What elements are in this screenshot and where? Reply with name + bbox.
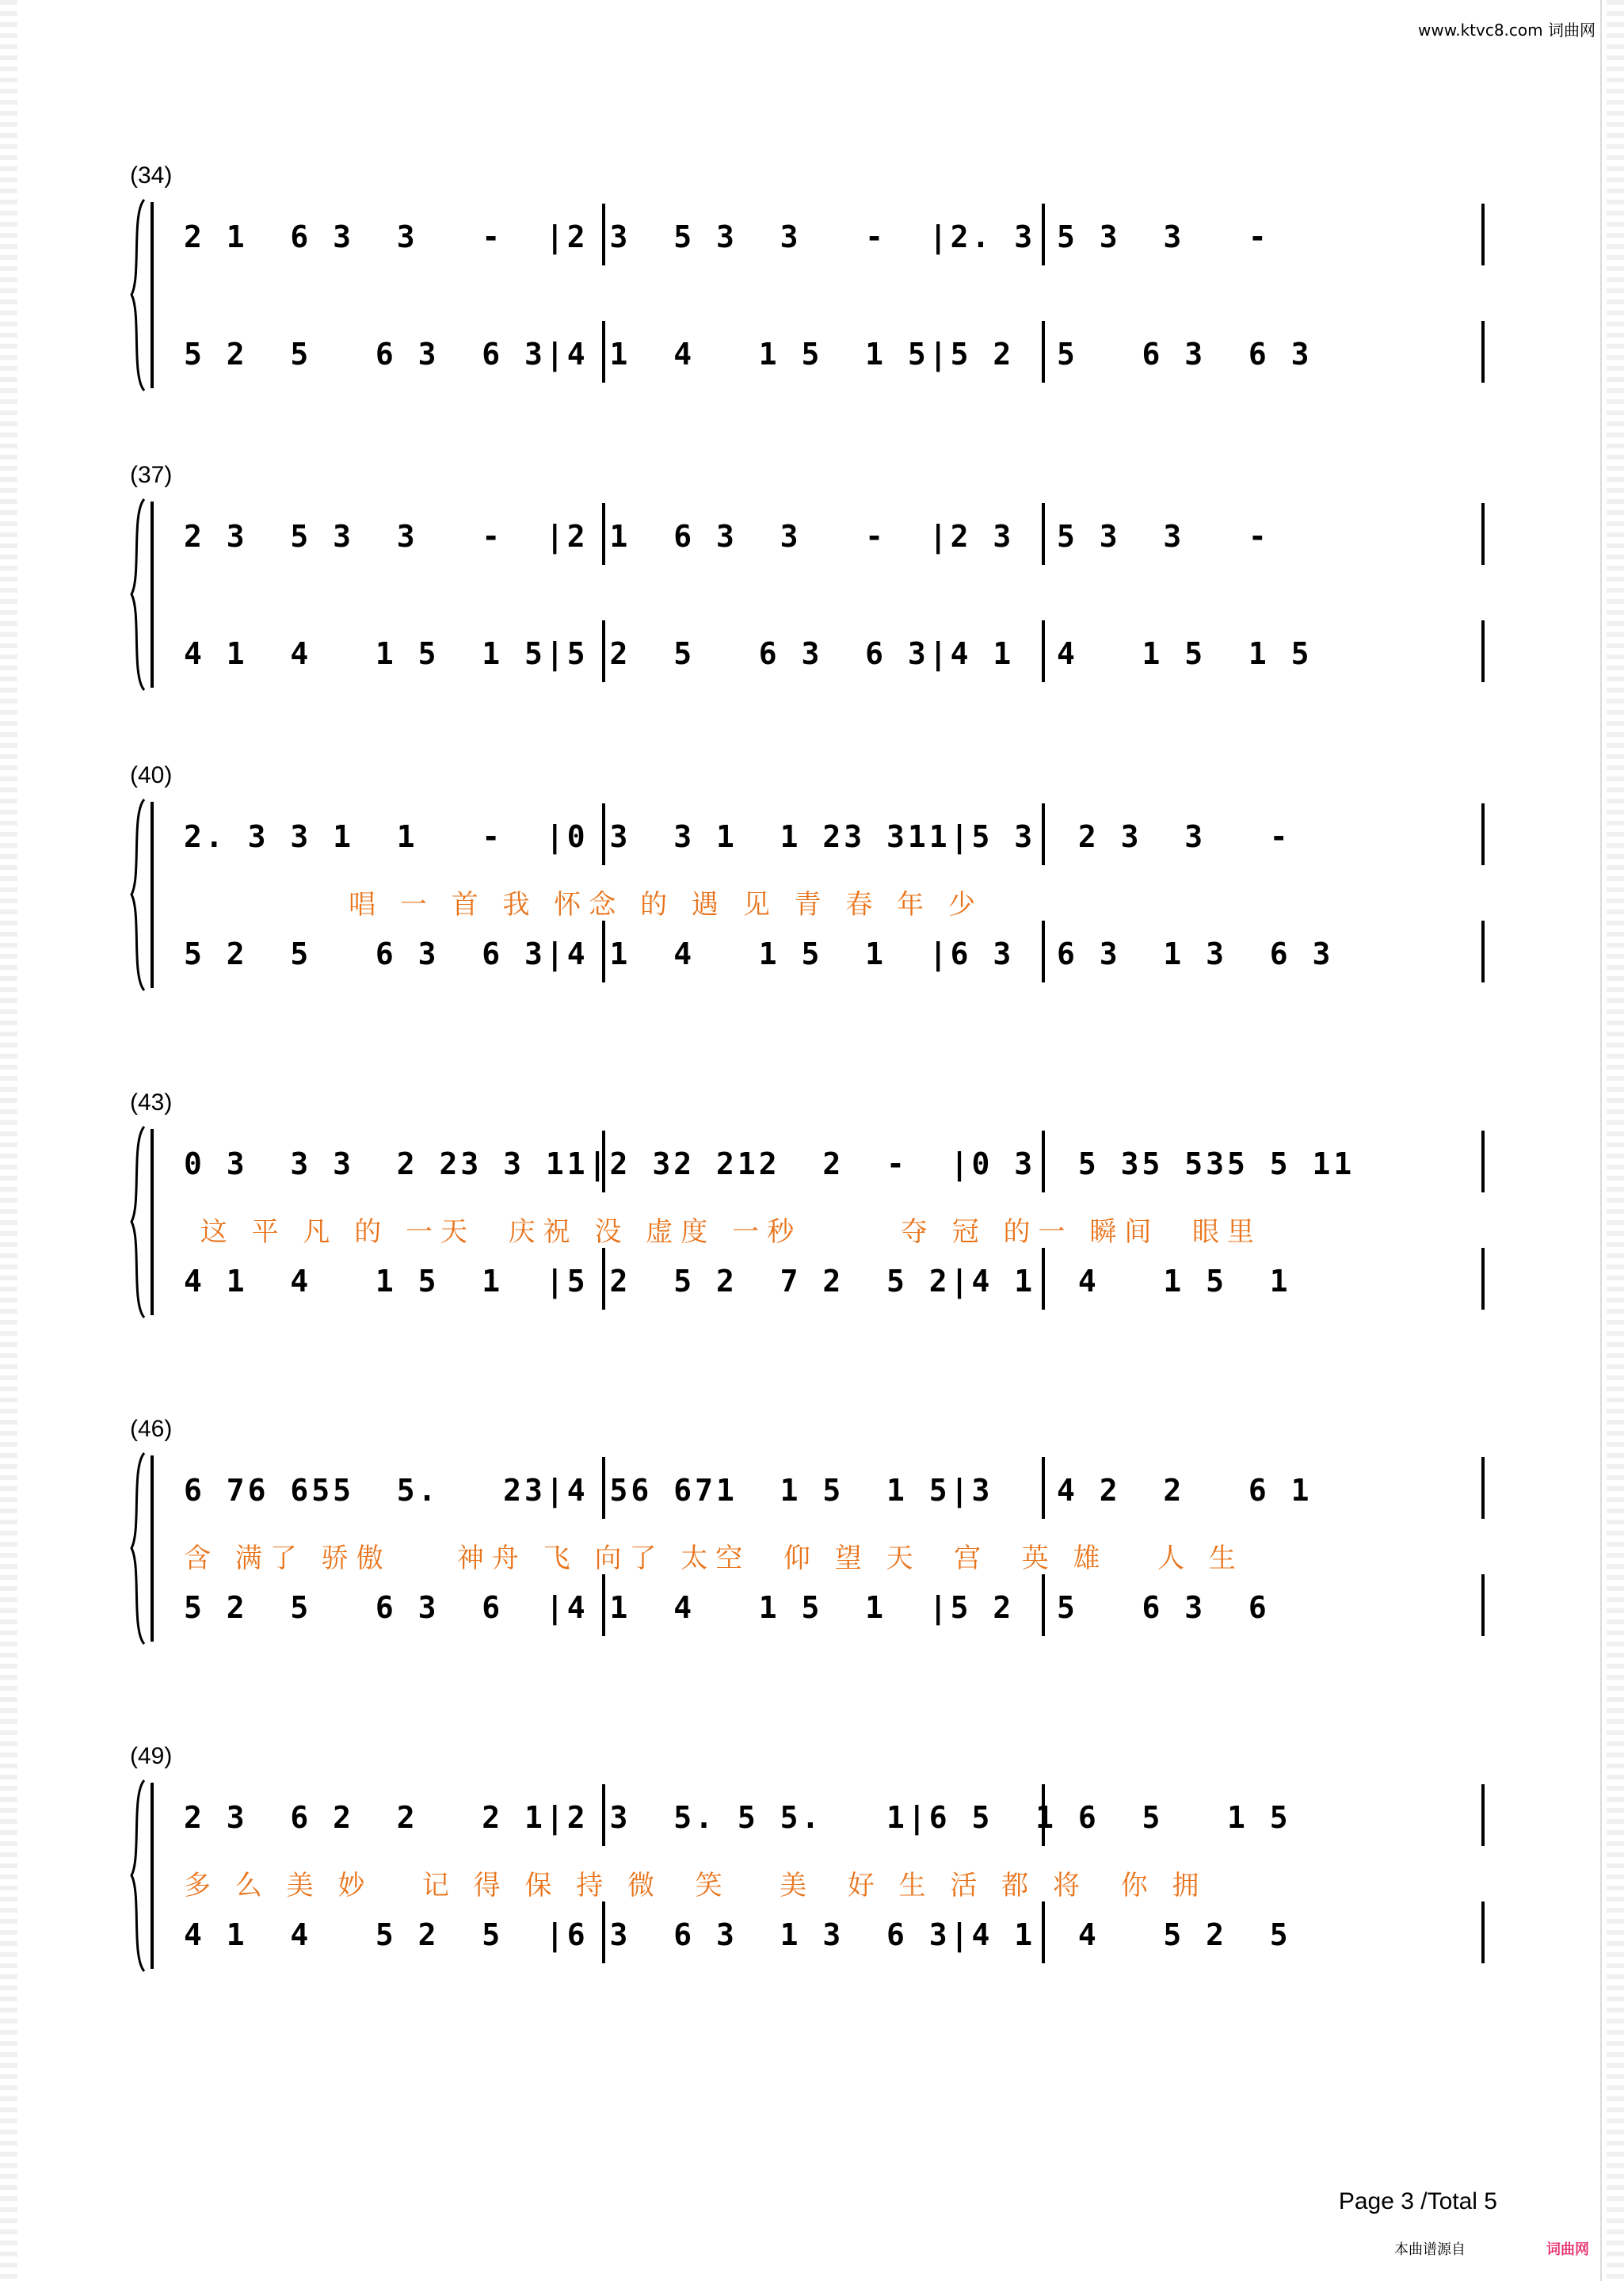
- footer-brand: 词曲网: [1546, 2241, 1589, 2258]
- brace-icon: [130, 198, 146, 392]
- barline: [1481, 1784, 1485, 1846]
- barline: [1481, 1901, 1485, 1963]
- brace-icon: [130, 498, 146, 692]
- brace-icon: [130, 1125, 146, 1319]
- score-system: [127, 762, 1489, 992]
- left-watermark-strip: [0, 0, 17, 2281]
- lyrics-row: 唱 一 首 我 怀念 的 遇 见 青 春 年 少: [184, 889, 983, 921]
- melody-row: 0 3 3 3 2 23 3 11|2 32 212 2 - |0 3 5 35 535 5 11: [184, 1146, 1355, 1181]
- footer-source: 本曲谱源自: [1394, 2241, 1466, 2258]
- measure-number: (46): [130, 1416, 173, 1442]
- accompaniment-row: 5 2 5 6 3 6 3|4 1 4 1 5 1 |6 3 6 3 1 3 6 3: [184, 936, 1334, 971]
- barline: [1481, 1457, 1485, 1519]
- system-start-line: [151, 1129, 154, 1315]
- system-start-line: [151, 1783, 154, 1969]
- score-system: [127, 1743, 1489, 1973]
- system-start-line: [151, 1455, 154, 1642]
- brace-icon: [130, 798, 146, 992]
- system-start-line: [151, 802, 154, 988]
- measure-number: (49): [130, 1743, 173, 1769]
- barline: [1481, 503, 1485, 565]
- accompaniment-row: 4 1 4 1 5 1 5|5 2 5 6 3 6 3|4 1 4 1 5 1 5: [184, 636, 1313, 671]
- accompaniment-row: 5 2 5 6 3 6 3|4 1 4 1 5 1 5|5 2 5 6 3 6 3: [184, 337, 1313, 372]
- measure-number: (37): [130, 462, 173, 488]
- barline: [1481, 803, 1485, 865]
- melody-row: 6 76 655 5. 23|4 56 671 1 5 1 5|3 4 2 2 6 1: [184, 1473, 1313, 1508]
- lyrics-row: 多 么 美 妙 记 得 保 持 微 笑 美 好 生 活 都 将 你 拥: [184, 1870, 1207, 1901]
- brace-icon: [130, 1779, 146, 1973]
- barline: [1481, 1574, 1485, 1636]
- page-indicator: Page 3 /Total 5: [1338, 2188, 1497, 2214]
- barline: [1481, 1131, 1485, 1192]
- right-watermark-strip: [1607, 0, 1624, 2281]
- score-system: [127, 162, 1489, 392]
- lyrics-row: 含 满了 骄傲 神舟 飞 向了 太空 仰 望 天 宫 英 雄 人 生: [184, 1543, 1244, 1574]
- measure-number: (40): [130, 762, 173, 788]
- system-start-line: [151, 502, 154, 688]
- brace-icon: [130, 1451, 146, 1646]
- measure-number: (43): [130, 1089, 173, 1116]
- barline: [1481, 620, 1485, 682]
- score-system: [127, 462, 1489, 692]
- score-system: [127, 1416, 1489, 1646]
- melody-row: 2 3 5 3 3 - |2 1 6 3 3 - |2 3 5 3 3 -: [184, 519, 1270, 554]
- lyrics-row: 这 平 凡 的 一天 庆祝 没 虚度 一秒 夺 冠 的一 瞬间 眼里: [184, 1216, 1262, 1248]
- score-system: [127, 1089, 1489, 1319]
- right-margin-rule: [1600, 0, 1602, 2281]
- accompaniment-row: 4 1 4 5 2 5 |6 3 6 3 1 3 6 3|4 1 4 5 2 5: [184, 1917, 1291, 1952]
- site-header: www.ktvc8.com 词曲网: [1417, 21, 1595, 40]
- barline: [1481, 1248, 1485, 1310]
- accompaniment-row: 4 1 4 1 5 1 |5 2 5 2 7 2 5 2|4 1 4 1 5 1: [184, 1264, 1291, 1299]
- system-start-line: [151, 202, 154, 388]
- melody-row: 2 1 6 3 3 - |2 3 5 3 3 - |2. 3 5 3 3 -: [184, 219, 1270, 254]
- melody-row: 2 3 6 2 2 2 1|2 3 5. 5 5. 1|6 5 1 6 5 1 5: [184, 1800, 1291, 1835]
- measure-number: (34): [130, 162, 173, 189]
- barline: [1481, 921, 1485, 982]
- melody-row: 2. 3 3 1 1 - |0 3 3 1 1 23 311|5 3 2 3 3 -: [184, 819, 1291, 854]
- barline: [1481, 204, 1485, 265]
- barline: [1481, 321, 1485, 383]
- accompaniment-row: 5 2 5 6 3 6 |4 1 4 1 5 1 |5 2 5 6 3 6: [184, 1590, 1270, 1625]
